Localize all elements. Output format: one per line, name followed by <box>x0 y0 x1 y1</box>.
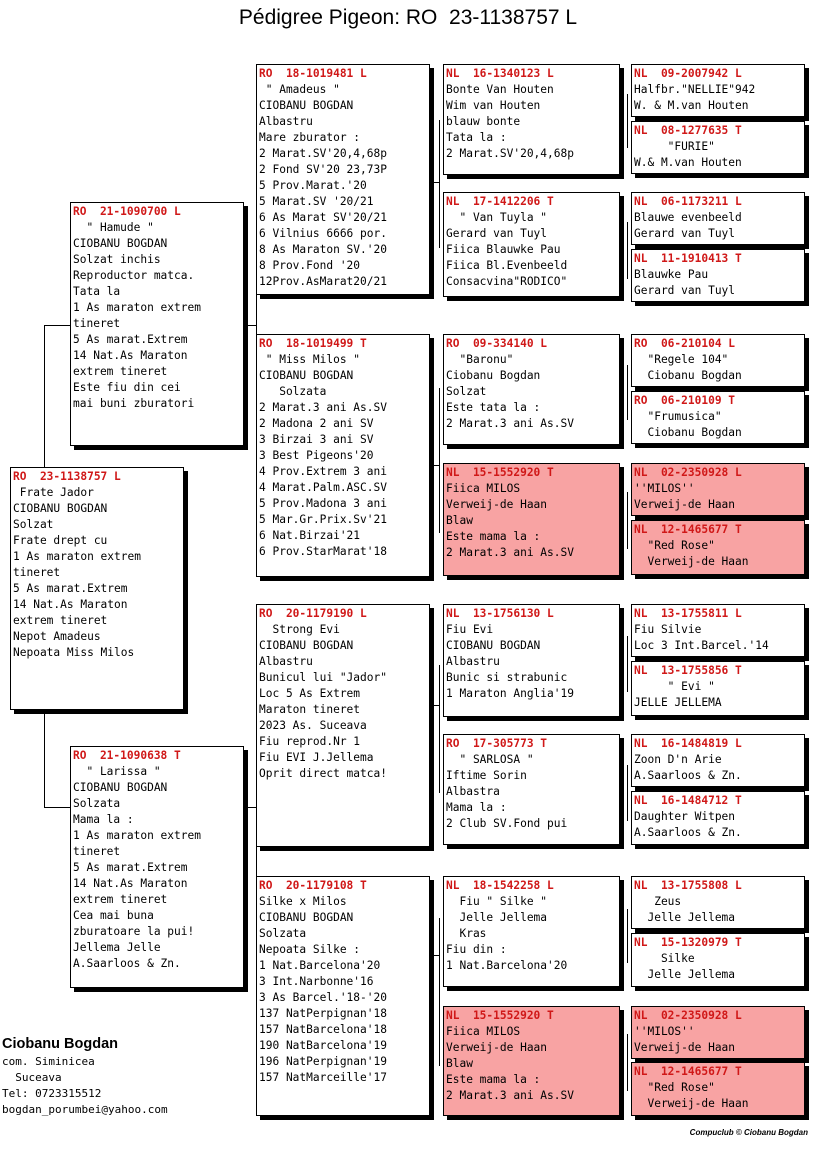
connector <box>429 955 439 956</box>
info-line: Silke x Milos <box>259 895 347 908</box>
info-line: Verweij-de Haan <box>446 1041 548 1054</box>
ring-number: NL 02-2350928 L <box>634 466 742 479</box>
info-line: 6 As Marat SV'20/21 <box>259 211 387 224</box>
ring-number: RO 20-1179108 T <box>259 879 367 892</box>
pigeon-card-dds[interactable] <box>443 876 620 987</box>
info-line: Fiu Evi <box>446 623 494 636</box>
info-line: Fiica Bl.Evenbeeld <box>446 259 568 272</box>
info-line: Este tata la : <box>446 401 541 414</box>
ring-number: RO 18-1019481 L <box>259 67 367 80</box>
info-line: Nepot Amadeus <box>13 630 101 643</box>
info-line: 12Prov.AsMarat20/21 <box>259 275 387 288</box>
info-line: 14 Nat.As Maraton <box>13 598 128 611</box>
info-line: 5 As marat.Extrem <box>13 582 128 595</box>
info-line: Solzat <box>446 385 487 398</box>
info-line: CIOBANU BOGDAN <box>259 99 354 112</box>
pigeon-card-ddd[interactable] <box>443 1006 620 1116</box>
connector <box>627 222 628 279</box>
pigeon-card-dam-dam[interactable] <box>256 876 430 1116</box>
connector <box>429 705 439 706</box>
info-line: Blaw <box>446 1057 473 1070</box>
pigeon-card-sss[interactable] <box>443 64 620 175</box>
info-line: 2 Marat.3 ani As.SV <box>446 546 574 559</box>
pigeon-card-g5-8[interactable] <box>631 520 805 575</box>
info-line: " Miss Milos " <box>259 353 361 366</box>
connector <box>44 325 70 326</box>
connector <box>439 388 440 533</box>
info-line: 14 Nat.As Maraton <box>73 349 188 362</box>
info-line: tineret <box>73 845 121 858</box>
info-line: A.Saarloos & Zn. <box>634 769 742 782</box>
connector <box>439 120 440 248</box>
pigeon-card-g5-3[interactable] <box>631 192 805 245</box>
info-line: 5 As marat.Extrem <box>73 333 188 346</box>
info-line: 2 Madona 2 ani SV <box>259 417 374 430</box>
info-line: CIOBANU BOGDAN <box>73 781 168 794</box>
info-line: ''MILOS'' <box>634 482 695 495</box>
info-line: 2 Marat.3 ani As.SV <box>446 417 574 430</box>
info-line: " SARLOSA " <box>446 753 534 766</box>
ring-number: RO 17-305773 T <box>446 737 548 750</box>
info-line: Maraton tineret <box>259 703 361 716</box>
info-line: Solzata <box>259 385 327 398</box>
info-line: Blauwke Pau <box>634 268 709 281</box>
ring-number: RO 06-210109 T <box>634 394 736 407</box>
info-line: Fiu " Silke " <box>446 895 548 908</box>
info-line: 3 Best Pigeons'20 <box>259 449 374 462</box>
ring-number: RO 21-1090700 L <box>73 205 181 218</box>
info-line: "Red Rose" <box>634 539 715 552</box>
info-line: Gerard van Tuyl <box>446 227 548 240</box>
info-line: ''MILOS'' <box>634 1025 695 1038</box>
pigeon-card-g5-6[interactable] <box>631 391 805 444</box>
connector <box>627 765 628 821</box>
info-line: 5 As marat.Extrem <box>73 861 188 874</box>
ring-number: NL 16-1484819 L <box>634 737 742 750</box>
connector <box>627 909 628 963</box>
pigeon-card-sire-dam[interactable] <box>256 334 430 577</box>
owner-name: Ciobanu Bogdan <box>2 1036 118 1052</box>
info-line: 157 NatBarcelona'18 <box>259 1023 387 1036</box>
info-line: 2 Marat.3 ani As.SV <box>259 401 387 414</box>
info-line: CIOBANU BOGDAN <box>259 639 354 652</box>
info-line: Mama la : <box>446 801 507 814</box>
info-line: JELLE JELLEMA <box>634 696 722 709</box>
info-line: "Regele 104" <box>634 353 729 366</box>
info-line: Mare zburator : <box>259 131 361 144</box>
info-line: Verweij-de Haan <box>634 555 749 568</box>
pigeon-card-g5-9[interactable] <box>631 604 805 657</box>
connector <box>243 807 256 808</box>
connector <box>243 325 256 326</box>
ring-number: RO 09-334140 L <box>446 337 548 350</box>
info-line: Fiu din : <box>446 943 507 956</box>
info-line: "Baronu" <box>446 353 514 366</box>
info-line: 2 Club SV.Fond pui <box>446 817 568 830</box>
pigeon-card-sire[interactable] <box>70 202 244 446</box>
info-line: W. & M.van Houten <box>634 99 749 112</box>
info-line: Fiu reprod.Nr 1 <box>259 735 361 748</box>
pigeon-card-g5-7[interactable] <box>631 463 805 516</box>
ring-number: NL 12-1465677 T <box>634 1065 742 1078</box>
ring-number: NL 15-1552920 T <box>446 1009 554 1022</box>
ring-number: RO 23-1138757 L <box>13 470 121 483</box>
page-title: Pédigree Pigeon: RO 23-1138757 L <box>238 6 578 29</box>
ring-number: RO 06-210104 L <box>634 337 736 350</box>
pigeon-card-dsd[interactable] <box>443 734 620 845</box>
footer-credit: Compuclub © Ciobanu Bogdan <box>689 1128 808 1137</box>
pigeon-card-dss[interactable] <box>443 604 620 717</box>
info-line: 190 NatBarcelona'19 <box>259 1039 387 1052</box>
info-line: Albastru <box>259 655 313 668</box>
pigeon-card-dam-sire[interactable] <box>256 604 430 847</box>
owner-email: bogdan_porumbei@yahoo.com <box>2 1103 168 1116</box>
ring-number: NL 18-1542258 L <box>446 879 554 892</box>
info-line: CIOBANU BOGDAN <box>73 237 168 250</box>
info-line: Albastru <box>446 655 500 668</box>
ring-number: NL 08-1277635 T <box>634 124 742 137</box>
ring-number: NL 13-1755856 T <box>634 664 742 677</box>
info-line: Jelle Jellema <box>446 911 548 924</box>
ring-number: NL 16-1340123 L <box>446 67 554 80</box>
info-line: zburatoare la pui! <box>73 925 195 938</box>
pigeon-card-g5-16[interactable] <box>631 1062 805 1116</box>
info-line: Ciobanu Bogdan <box>634 426 742 439</box>
info-line: 5 Mar.Gr.Prix.Sv'21 <box>259 513 387 526</box>
info-line: 6 Prov.StarMarat'18 <box>259 545 387 558</box>
connector <box>627 1034 628 1091</box>
info-line: tineret <box>73 317 121 330</box>
info-line: Halfbr."NELLIE"942 <box>634 83 756 96</box>
connector <box>627 365 628 420</box>
pigeon-card-dam[interactable] <box>70 746 244 988</box>
info-line: 2 Marat.SV'20,4,68p <box>259 147 387 160</box>
info-line: tineret <box>13 566 61 579</box>
info-line: 2 Marat.SV'20,4,68p <box>446 147 574 160</box>
info-line: Wim van Houten <box>446 99 541 112</box>
info-line: 5 Prov.Madona 3 ani <box>259 497 387 510</box>
ring-number: RO 18-1019499 T <box>259 337 367 350</box>
info-line: 1 As maraton extrem <box>13 550 141 563</box>
info-line: A.Saarloos & Zn. <box>73 957 181 970</box>
pigeon-card-g5-12[interactable] <box>631 791 805 845</box>
info-line: " Larissa " <box>73 765 161 778</box>
info-line: Daughter Witpen <box>634 810 736 823</box>
info-line: extrem tineret <box>13 614 108 627</box>
pigeon-card-g5-10[interactable] <box>631 661 805 716</box>
pigeon-card-main[interactable] <box>10 467 184 710</box>
info-line: Fiica MILOS <box>446 1025 521 1038</box>
pigeon-card-g5-5[interactable] <box>631 334 805 387</box>
info-line: Tata la <box>73 285 121 298</box>
info-line: Loc 5 As Extrem <box>259 687 361 700</box>
ring-number: NL 13-1755811 L <box>634 607 742 620</box>
connector <box>44 710 45 807</box>
pigeon-card-sds[interactable] <box>443 334 620 445</box>
info-line: 6 Vilnius 6666 por. <box>259 227 387 240</box>
info-line: 2023 As. Suceava <box>259 719 367 732</box>
info-line: Verweij-de Haan <box>634 498 736 511</box>
pigeon-card-g5-11[interactable] <box>631 734 805 787</box>
info-line: Strong Evi <box>259 623 340 636</box>
info-line: Iftime Sorin <box>446 769 527 782</box>
info-line: Zoon D'n Arie <box>634 753 722 766</box>
info-line: Zeus <box>634 895 682 908</box>
pigeon-card-g5-14[interactable] <box>631 933 805 987</box>
info-line: CIOBANU BOGDAN <box>13 502 108 515</box>
info-line: 1 Nat.Barcelona'20 <box>446 959 568 972</box>
info-line: 5 Marat.SV '20/21 <box>259 195 374 208</box>
info-line: 1 As maraton extrem <box>73 829 201 842</box>
info-line: " Evi " <box>634 680 715 693</box>
info-line: " Amadeus " <box>259 83 340 96</box>
info-line: Este fiu din cei <box>73 381 181 394</box>
info-line: CIOBANU BOGDAN <box>259 911 354 924</box>
ring-number: NL 15-1320979 T <box>634 936 742 949</box>
info-line: CIOBANU BOGDAN <box>446 639 541 652</box>
info-line: W.& M.van Houten <box>634 156 742 169</box>
info-line: Fiica MILOS <box>446 482 521 495</box>
connector <box>627 636 628 692</box>
ring-number: NL 16-1484712 T <box>634 794 742 807</box>
info-line: Nepoata Miss Milos <box>13 646 135 659</box>
info-line: Solzata <box>259 927 307 940</box>
info-line: Ciobanu Bogdan <box>634 369 742 382</box>
info-line: Este mama la : <box>446 1073 541 1086</box>
info-line: Bunicul lui "Jador" <box>259 671 387 684</box>
info-line: 2 Fond SV'20 23,73P <box>259 163 387 176</box>
info-line: 1 Maraton Anglia'19 <box>446 687 574 700</box>
info-line: " Van Tuyla " <box>446 211 548 224</box>
connector <box>627 492 628 549</box>
info-line: Frate drept cu <box>13 534 108 547</box>
info-line: Albastru <box>259 115 313 128</box>
ring-number: NL 13-1756130 L <box>446 607 554 620</box>
info-line: 4 Prov.Extrem 3 ani <box>259 465 387 478</box>
info-line: Jellema Jelle <box>73 941 161 954</box>
connector <box>429 465 439 466</box>
info-line: 5 Prov.Marat.'20 <box>259 179 367 192</box>
info-line: "Red Rose" <box>634 1081 715 1094</box>
pigeon-card-g5-2[interactable] <box>631 121 805 174</box>
info-line: extrem tineret <box>73 893 168 906</box>
info-line: Mama la : <box>73 813 134 826</box>
pigeon-card-sdd[interactable] <box>443 463 620 576</box>
connector <box>627 94 628 148</box>
info-line: Bunic si strabunic <box>446 671 568 684</box>
ring-number: NL 09-2007942 L <box>634 67 742 80</box>
owner-info <box>2 1034 168 1118</box>
info-line: Fiu EVI J.Jellema <box>259 751 374 764</box>
info-line: Kras <box>446 927 487 940</box>
info-line: Oprit direct matca! <box>259 767 387 780</box>
connector <box>44 325 45 467</box>
info-line: Bonte Van Houten <box>446 83 554 96</box>
pigeon-card-g5-13[interactable] <box>631 876 805 929</box>
info-line: Frate Jador <box>13 486 94 499</box>
info-line: Solzata <box>73 797 121 810</box>
info-line: Blauwe evenbeeld <box>634 211 742 224</box>
connector <box>439 918 440 1066</box>
info-line: 2 Marat.3 ani As.SV <box>446 1089 574 1102</box>
ring-number: NL 02-2350928 L <box>634 1009 742 1022</box>
info-line: 4 Marat.Palm.ASC.SV <box>259 481 387 494</box>
pigeon-card-sire-sire[interactable] <box>256 64 430 295</box>
info-line: Gerard van Tuyl <box>634 227 736 240</box>
info-line: Fiica Blauwke Pau <box>446 243 561 256</box>
ring-number: NL 12-1465677 T <box>634 523 742 536</box>
info-line: 3 As Barcel.'18-'20 <box>259 991 387 1004</box>
info-line: 14 Nat.As Maraton <box>73 877 188 890</box>
info-line: Albastra <box>446 785 500 798</box>
info-line: CIOBANU BOGDAN <box>259 369 354 382</box>
info-line: Verweij-de Haan <box>634 1097 749 1110</box>
info-line: 8 Prov.Fond '20 <box>259 259 361 272</box>
info-line: Jelle Jellema <box>634 968 736 981</box>
info-line: 6 Nat.Birzai'21 <box>259 529 361 542</box>
pigeon-card-ssd[interactable] <box>443 192 620 297</box>
owner-phone: Tel: 0723315512 <box>2 1087 102 1100</box>
info-line: "FURIE" <box>634 140 715 153</box>
info-line: Verweij-de Haan <box>446 498 548 511</box>
info-line: Jelle Jellema <box>634 911 736 924</box>
info-line: Fiu Silvie <box>634 623 702 636</box>
info-line: 157 NatMarceille'17 <box>259 1071 387 1084</box>
info-line: blauw bonte <box>446 115 521 128</box>
owner-line: com. Siminicea <box>2 1055 95 1068</box>
info-line: 3 Birzai 3 ani SV <box>259 433 374 446</box>
ring-number: RO 20-1179190 L <box>259 607 367 620</box>
info-line: Silke <box>634 952 695 965</box>
info-line: "Frumusica" <box>634 410 722 423</box>
owner-line: Suceava <box>2 1071 62 1084</box>
pigeon-card-g5-4[interactable] <box>631 249 805 302</box>
info-line: 1 Nat.Barcelona'20 <box>259 959 381 972</box>
info-line: Solzat inchis <box>73 253 161 266</box>
info-line: Consacvina"RODICO" <box>446 275 568 288</box>
ring-number: RO 21-1090638 T <box>73 749 181 762</box>
connector <box>439 665 440 793</box>
info-line: Blaw <box>446 514 473 527</box>
ring-number: NL 13-1755808 L <box>634 879 742 892</box>
info-line: Nepoata Silke : <box>259 943 361 956</box>
info-line: Solzat <box>13 518 54 531</box>
info-line: 137 NatPerpignan'18 <box>259 1007 387 1020</box>
info-line: Cea mai buna <box>73 909 154 922</box>
info-line: Loc 3 Int.Barcel.'14 <box>634 639 769 652</box>
info-line: extrem tineret <box>73 365 168 378</box>
info-line: 196 NatPerpignan'19 <box>259 1055 387 1068</box>
info-line: Ciobanu Bogdan <box>446 369 541 382</box>
info-line: Este mama la : <box>446 530 541 543</box>
info-line: A.Saarloos & Zn. <box>634 826 742 839</box>
info-line: 8 As Maraton SV.'20 <box>259 243 387 256</box>
connector <box>44 807 70 808</box>
info-line: Verweij-de Haan <box>634 1041 736 1054</box>
info-line: Tata la : <box>446 131 507 144</box>
info-line: 1 As maraton extrem <box>73 301 201 314</box>
info-line: mai buni zburatori <box>73 397 195 410</box>
info-line: " Hamude " <box>73 221 154 234</box>
ring-number: NL 15-1552920 T <box>446 466 554 479</box>
info-line: 3 Int.Narbonne'16 <box>259 975 374 988</box>
info-line: Reproductor matca. <box>73 269 195 282</box>
pigeon-card-g5-15[interactable] <box>631 1006 805 1059</box>
ring-number: NL 06-1173211 L <box>634 195 742 208</box>
ring-number: NL 11-1910413 T <box>634 252 742 265</box>
connector <box>429 182 439 183</box>
ring-number: NL 17-1412206 T <box>446 195 554 208</box>
pigeon-card-g5-1[interactable] <box>631 64 805 117</box>
info-line: Gerard van Tuyl <box>634 284 736 297</box>
